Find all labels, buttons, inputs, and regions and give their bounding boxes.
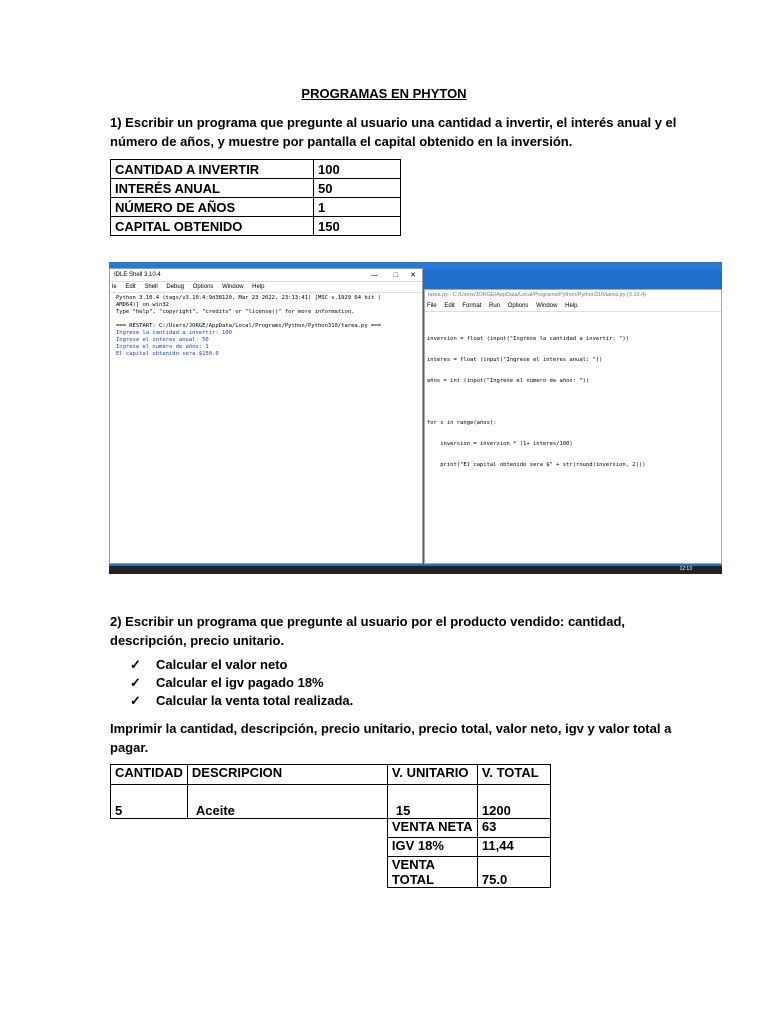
question-2-line-1: 2) Escribir un programa que pregunte al usuario por el producto vendido: cantidad,	[110, 614, 626, 629]
menu-file[interactable]: le	[112, 284, 117, 290]
value-venta-total: 75.0	[477, 857, 550, 888]
table-header-row	[111, 765, 551, 785]
shell-line: Ingrese el interes anual: 50	[116, 337, 209, 343]
check-icon: ✓	[130, 657, 141, 672]
code-line: interes = float (input("Ingrese el interes anual: "))	[427, 357, 603, 363]
question-2-line-2: descripción, precio unitario.	[110, 633, 285, 648]
check-icon: ✓	[130, 675, 141, 690]
cell-cantidad: 5	[111, 785, 188, 819]
summary-row	[111, 819, 551, 838]
header-v-total: V. TOTAL	[477, 765, 550, 785]
menu-options[interactable]: Options	[192, 284, 214, 290]
task-checklist	[130, 656, 353, 710]
shell-line: Ingrese la cantidad a invertir: 100	[116, 330, 232, 336]
question-2	[110, 612, 625, 650]
label-igv: IGV 18%	[387, 838, 477, 857]
menu-debug[interactable]: Debug	[166, 284, 185, 290]
code-line: inversion = inversion * (1+ interes/100)	[427, 441, 573, 447]
row-value: 150	[314, 217, 401, 236]
value-igv: 11,44	[477, 838, 550, 857]
shell-line: El capital obtenido sera $150.0	[116, 351, 219, 357]
print-line-1: Imprimir la cantidad, descripción, precio unitario, precio total, valor neto, igv y valor total a	[110, 721, 672, 736]
row-label: NÚMERO DE AÑOS	[111, 198, 314, 217]
value-venta-neta: 63	[477, 819, 550, 838]
shell-line: === RESTART: C:/Users/JORGE/AppData/Local/Programs/Python/Python310/tarea.py ===	[116, 323, 381, 329]
idle-shell-window	[109, 268, 423, 564]
close-icon[interactable]: ✕	[410, 272, 416, 279]
code-line: for x in range(años):	[427, 420, 497, 426]
print-line-2: pagar.	[110, 740, 149, 755]
table-row	[111, 179, 401, 198]
shell-line: Ingrese el numero de años: 1	[116, 344, 209, 350]
table-row	[111, 217, 401, 236]
editor-menubar	[425, 301, 721, 312]
code-line: print("El capital obtenido sera $" + str(round(inversion, 2)))	[427, 462, 646, 468]
menu-window[interactable]: Window	[536, 303, 558, 309]
menu-format[interactable]: Format	[462, 303, 482, 309]
investment-table	[110, 159, 401, 236]
minimize-icon[interactable]: —	[371, 272, 378, 279]
code-line: inversion = float (input("Ingrese la cantidad a invertir: "))	[427, 336, 629, 342]
check-icon: ✓	[130, 693, 141, 708]
idle-title: IDLE Shell 3.10.4	[114, 272, 161, 278]
code-editor[interactable]	[425, 312, 721, 493]
print-instruction	[110, 719, 671, 757]
row-value: 100	[314, 160, 401, 179]
editor-title: tarea.py - C:/Users/JORGE/AppData/Local/Programs/Python/Python310/tarea.py (3.10.4)	[428, 292, 646, 298]
menu-edit[interactable]: Edit	[444, 303, 455, 309]
shell-line: AMD64)] on win32	[116, 302, 169, 308]
sales-table	[110, 764, 551, 888]
list-item: ✓ Calcular el igv pagado 18%	[130, 675, 324, 690]
label-venta-total: VENTA TOTAL	[387, 857, 477, 888]
menu-options[interactable]: Options	[507, 303, 529, 309]
code-line: años = int (input("Ingrese el numero de años: "))	[427, 378, 590, 384]
question-1-line-2: número de años, y muestre por pantalla el capital obtenido en la inversión.	[110, 134, 573, 149]
summary-row	[111, 838, 551, 857]
header-v-unitario: V. UNITARIO	[387, 765, 477, 785]
row-value: 1	[314, 198, 401, 217]
page-title: PROGRAMAS EN PHYTON	[301, 86, 467, 101]
menu-help[interactable]: Help	[565, 303, 578, 309]
table-row	[111, 160, 401, 179]
editor-titlebar	[425, 290, 721, 301]
shell-line: Python 3.10.4 (tags/v3.10.4:9d38120, Mar 23 2022, 23:13:41) [MSC v.1929 64 bit (	[116, 295, 381, 301]
summary-row	[111, 857, 551, 888]
question-1	[110, 113, 676, 151]
menu-edit[interactable]: Edit	[125, 284, 136, 290]
maximize-icon[interactable]: □	[393, 272, 398, 279]
row-label: CAPITAL OBTENIDO	[111, 217, 314, 236]
table-row	[111, 785, 551, 819]
menu-run[interactable]: Run	[489, 303, 501, 309]
shell-line: Type "help", "copyright", "credits" or "license()" for more information.	[116, 309, 355, 315]
cell-v-total: 1200	[477, 785, 550, 819]
clock: 12:13	[679, 566, 692, 572]
python-screenshot	[109, 262, 722, 574]
table-row	[111, 198, 401, 217]
row-value: 50	[314, 179, 401, 198]
menu-window[interactable]: Window	[222, 284, 244, 290]
idle-menubar	[110, 282, 422, 293]
header-descripcion: DESCRIPCION	[187, 765, 387, 785]
header-cantidad: CANTIDAD	[111, 765, 188, 785]
row-label: INTERÉS ANUAL	[111, 179, 314, 198]
idle-titlebar	[110, 269, 422, 282]
question-1-line-1: 1) Escribir un programa que pregunte al usuario una cantidad a invertir, el interés anual y el	[110, 115, 677, 130]
menu-shell[interactable]: Shell	[144, 284, 158, 290]
label-venta-neta: VENTA NETA	[387, 819, 477, 838]
editor-window	[424, 289, 722, 564]
cell-v-unitario: 15	[387, 785, 477, 819]
taskbar	[109, 566, 722, 574]
row-label: CANTIDAD A INVERTIR	[111, 160, 314, 179]
menu-file[interactable]: File	[427, 303, 437, 309]
cell-descripcion: Aceite	[187, 785, 387, 819]
list-item: ✓ Calcular la venta total realizada.	[130, 693, 354, 708]
menu-help[interactable]: Help	[252, 284, 265, 290]
list-item: ✓ Calcular el valor neto	[130, 657, 288, 672]
shell-output[interactable]	[110, 293, 422, 360]
